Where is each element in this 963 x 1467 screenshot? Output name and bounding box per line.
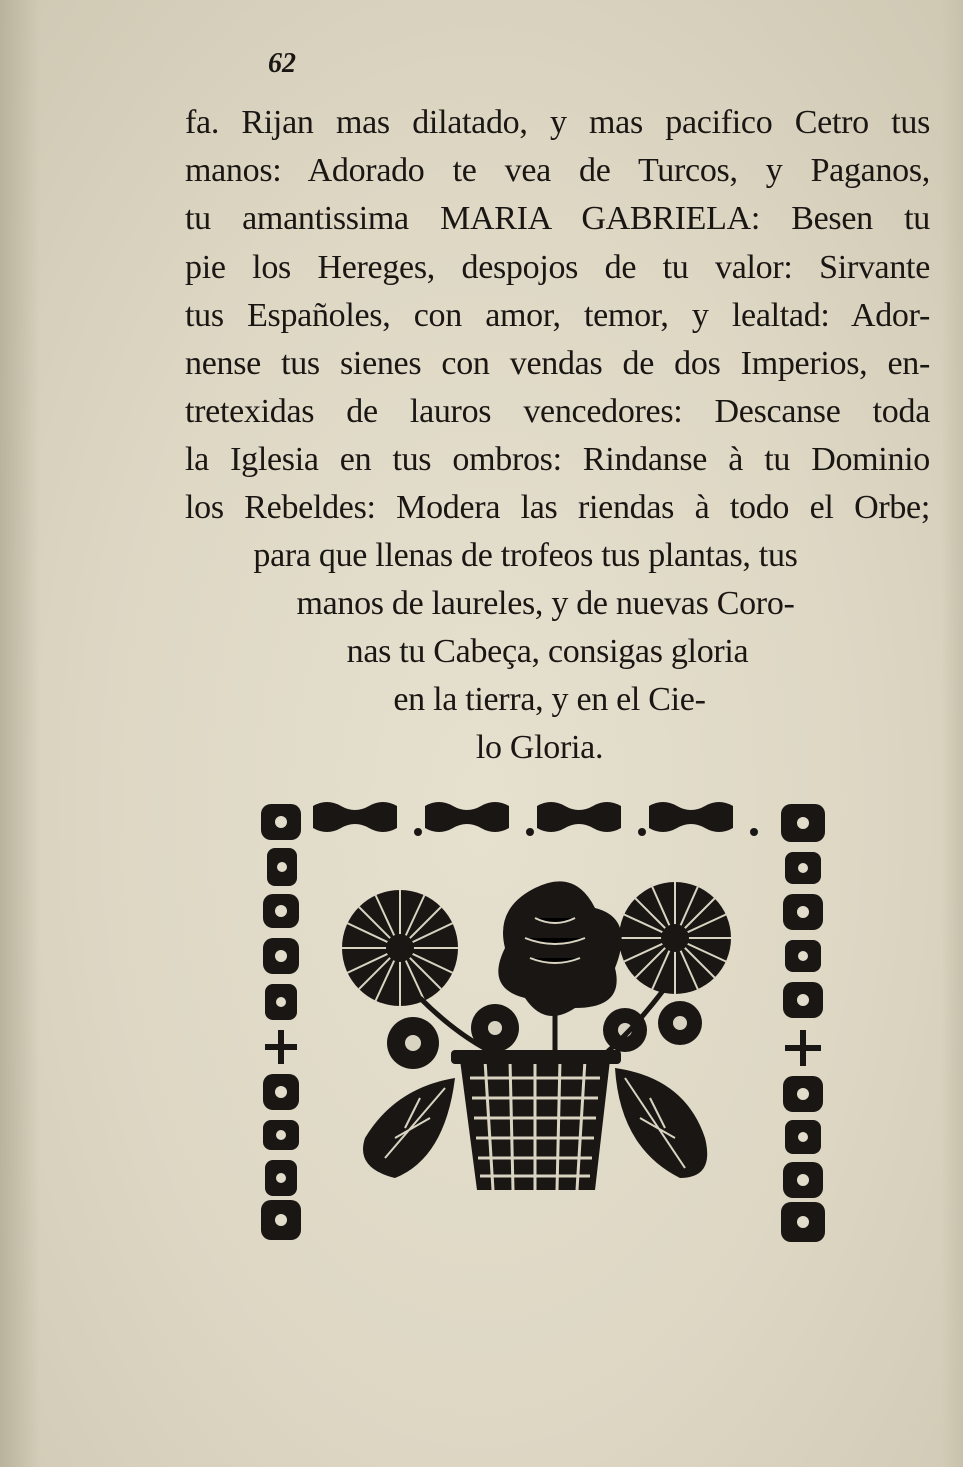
scroll-border-icon [255,798,830,1260]
text-line: los Rebeldes: Modera las riendas à todo el Orbe; [185,489,930,526]
text-line: tus Españoles, con amor, temor, y lealtad: Ador- [185,297,930,334]
text-line: pie los Hereges, despojos de tu valor: Sirvante [185,249,930,286]
text-line: fa. Rijan mas dilatado, y mas pacifico Cetro tus [185,104,930,141]
spine-shadow [0,0,40,1467]
text-line: en la tierra, y en el Cie- [393,681,706,718]
text-line: tretexidas de lauros vencedores: Descanse toda [185,393,930,430]
text-line: tu amantissima MARIA GABRIELA: Besen tu [185,200,930,237]
page-edge [941,0,963,1467]
text-line: nense tus sienes con vendas de dos Imperios, en- [185,345,930,382]
text-line: nas tu Cabeça, consigas gloria [346,633,749,670]
top-border [313,802,758,836]
text-line: la Iglesia en tus ombros: Rindanse à tu Dominio [185,441,930,478]
text-line: lo Gloria. [475,729,604,766]
text-line: manos: Adorado te vea de Turcos, y Paganos, [185,152,930,189]
text-line: para que llenas de trofeos tus plantas, tus [253,537,798,574]
page-number: 62 [268,48,296,79]
text-line: manos de laureles, y de nuevas Coro- [296,585,795,622]
flower-basket-woodcut-icon [342,881,731,1190]
woodcut-ornament [255,798,830,1260]
